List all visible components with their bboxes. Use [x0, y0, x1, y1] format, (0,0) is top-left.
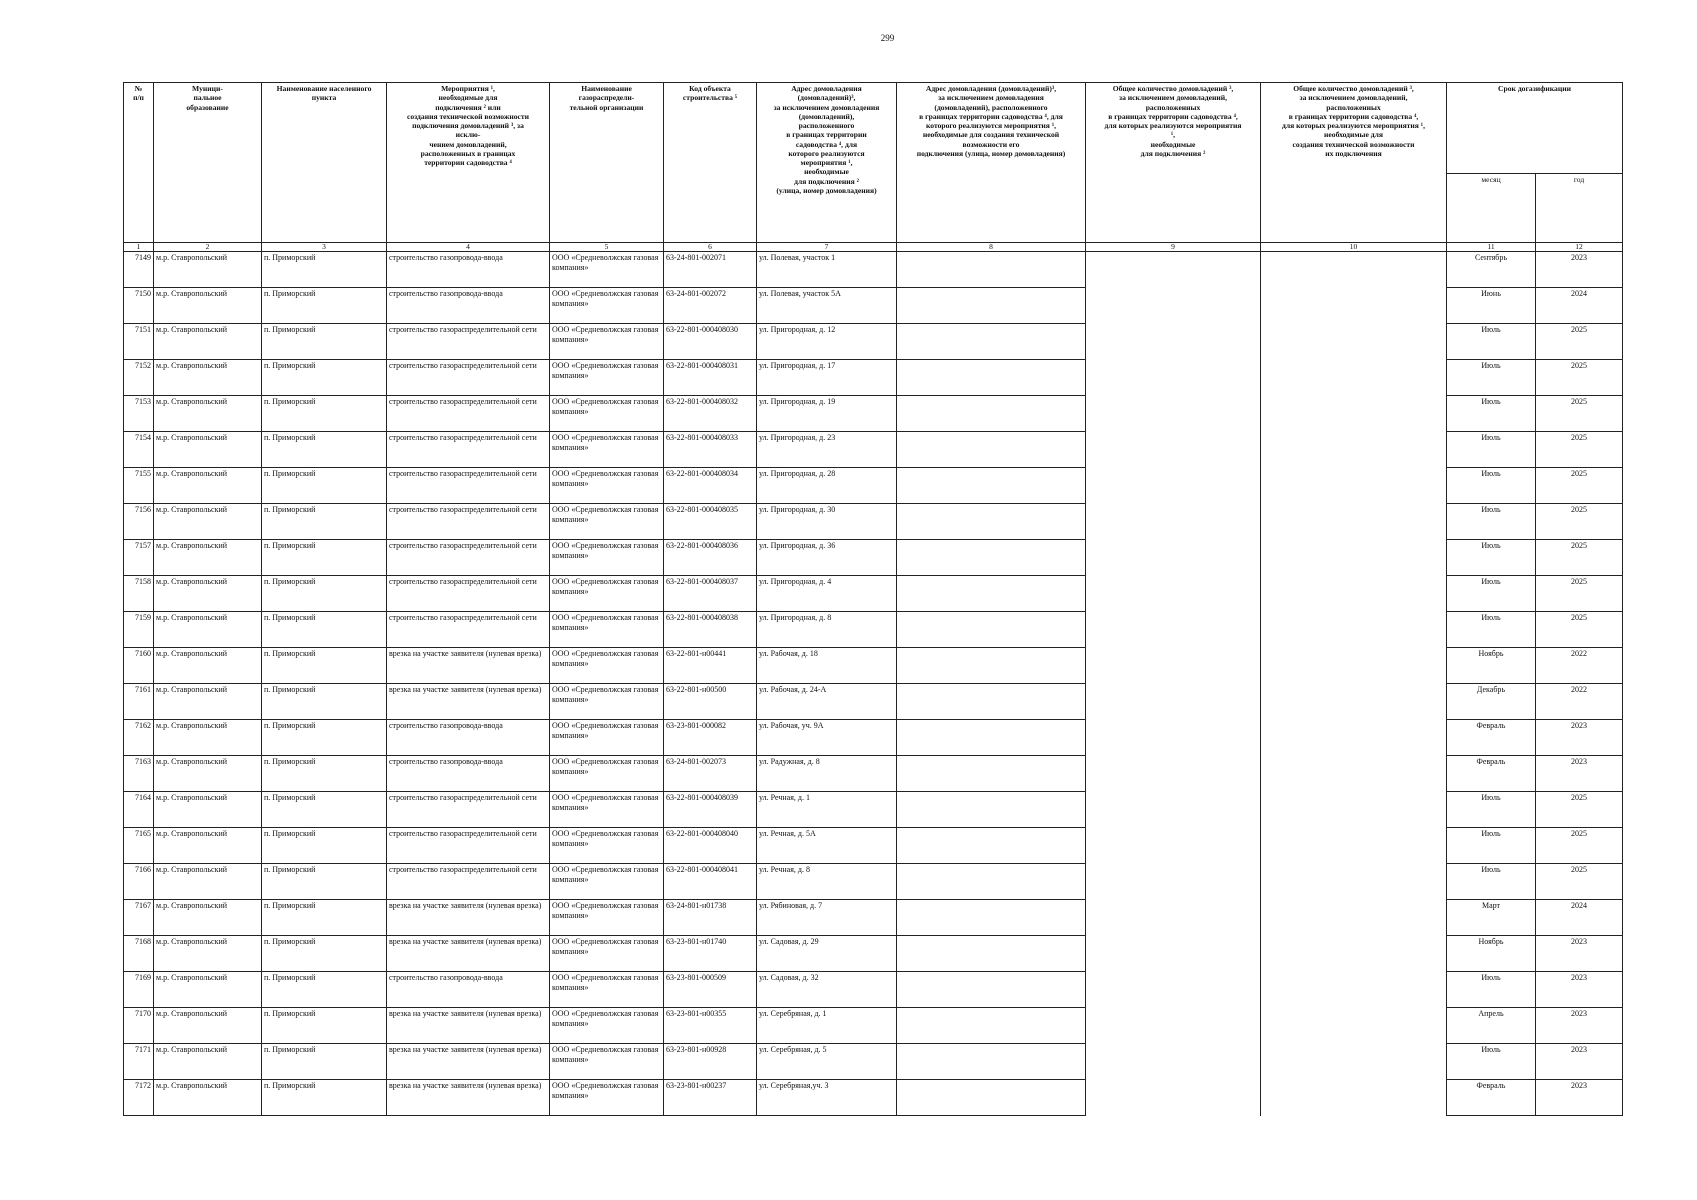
- row-address: ул. Серебряная, д. 5: [757, 1044, 897, 1080]
- row-month: Июль: [1447, 576, 1536, 612]
- row-settlement: п. Приморский: [262, 612, 387, 648]
- row-year: 2025: [1536, 324, 1623, 360]
- column-number: 1: [124, 243, 154, 252]
- row-technical-address: [897, 360, 1086, 396]
- row-municipality: м.р. Ставропольский: [154, 612, 262, 648]
- row-number: 7149: [124, 252, 154, 288]
- column-number: 9: [1086, 243, 1261, 252]
- row-object-code: 63-23-801-н01740: [664, 936, 757, 972]
- row-municipality: м.р. Ставропольский: [154, 828, 262, 864]
- row-organization: ООО «Средневолжская газовая компания»: [550, 612, 664, 648]
- row-settlement: п. Приморский: [262, 972, 387, 1008]
- row-object-code: 63-22-801-000408040: [664, 828, 757, 864]
- row-organization: ООО «Средневолжская газовая компания»: [550, 648, 664, 684]
- row-event: врезка на участке заявителя (нулевая врезка): [387, 684, 550, 720]
- row-month: Сентябрь: [1447, 252, 1536, 288]
- row-organization: ООО «Средневолжская газовая компания»: [550, 900, 664, 936]
- header-row: [124, 83, 1623, 174]
- row-count-technical: [1261, 252, 1447, 1116]
- row-year: 2025: [1536, 504, 1623, 540]
- row-settlement: п. Приморский: [262, 540, 387, 576]
- row-municipality: м.р. Ставропольский: [154, 864, 262, 900]
- row-municipality: м.р. Ставропольский: [154, 360, 262, 396]
- row-object-code: 63-22-801-000408031: [664, 360, 757, 396]
- row-technical-address: [897, 612, 1086, 648]
- row-object-code: 63-22-801-000408034: [664, 468, 757, 504]
- header-object-code: Код объекта строительства ⁵: [664, 83, 757, 243]
- row-settlement: п. Приморский: [262, 1044, 387, 1080]
- row-number: 7171: [124, 1044, 154, 1080]
- row-number: 7168: [124, 936, 154, 972]
- row-month: Июль: [1447, 504, 1536, 540]
- row-number: 7162: [124, 720, 154, 756]
- row-technical-address: [897, 1044, 1086, 1080]
- row-month: Июль: [1447, 432, 1536, 468]
- row-settlement: п. Приморский: [262, 792, 387, 828]
- row-year: 2025: [1536, 576, 1623, 612]
- row-municipality: м.р. Ставропольский: [154, 504, 262, 540]
- row-municipality: м.р. Ставропольский: [154, 252, 262, 288]
- row-address: ул. Полевая, участок 1: [757, 252, 897, 288]
- header-organization: Наименование газораспредели- тельной организации: [550, 83, 664, 243]
- row-object-code: 63-23-801-000509: [664, 972, 757, 1008]
- row-year: 2023: [1536, 1008, 1623, 1044]
- row-settlement: п. Приморский: [262, 468, 387, 504]
- row-organization: ООО «Средневолжская газовая компания»: [550, 720, 664, 756]
- row-municipality: м.р. Ставропольский: [154, 684, 262, 720]
- row-settlement: п. Приморский: [262, 576, 387, 612]
- row-number: 7170: [124, 1008, 154, 1044]
- row-month: Декабрь: [1447, 684, 1536, 720]
- row-number: 7157: [124, 540, 154, 576]
- column-number: 4: [387, 243, 550, 252]
- row-address: ул. Пригородная, д. 12: [757, 324, 897, 360]
- row-number: 7150: [124, 288, 154, 324]
- row-number: 7159: [124, 612, 154, 648]
- row-address: ул. Садовая, д. 29: [757, 936, 897, 972]
- row-year: 2025: [1536, 432, 1623, 468]
- row-month: Июль: [1447, 972, 1536, 1008]
- row-year: 2024: [1536, 288, 1623, 324]
- row-municipality: м.р. Ставропольский: [154, 540, 262, 576]
- row-event: строительство газораспределительной сети: [387, 396, 550, 432]
- row-event: строительство газораспределительной сети: [387, 324, 550, 360]
- header-events: Мероприятия ¹, необходимые для подключения ² или создания технической возможности подключения домовладений ³, за исклю- чением домовладений, расположенных в границах территории садоводства ⁴: [387, 83, 550, 243]
- row-month: Март: [1447, 900, 1536, 936]
- row-address: ул. Садовая, д. 32: [757, 972, 897, 1008]
- row-settlement: п. Приморский: [262, 360, 387, 396]
- header-address-connection: Адрес домовладения (домовладений)³, за исключением домовладения (домовладений), расположенного в границах территории садоводства ⁴, для которого реализуются мероприятия ¹, необходимые для подключения ² (улица, номер домовладения): [757, 83, 897, 243]
- row-municipality: м.р. Ставропольский: [154, 324, 262, 360]
- gasification-table: [123, 82, 1623, 1116]
- row-technical-address: [897, 252, 1086, 288]
- row-object-code: 63-22-801-н00441: [664, 648, 757, 684]
- table-body: [124, 252, 1623, 1116]
- row-technical-address: [897, 288, 1086, 324]
- row-organization: ООО «Средневолжская газовая компания»: [550, 864, 664, 900]
- column-number: 5: [550, 243, 664, 252]
- row-address: ул. Серебряная, д. 1: [757, 1008, 897, 1044]
- row-number: 7158: [124, 576, 154, 612]
- row-address: ул. Пригородная, д. 23: [757, 432, 897, 468]
- row-year: 2023: [1536, 936, 1623, 972]
- page-number: 299: [880, 33, 895, 43]
- table-row: [124, 252, 1623, 288]
- row-event: строительство газораспределительной сети: [387, 864, 550, 900]
- row-settlement: п. Приморский: [262, 720, 387, 756]
- row-object-code: 63-22-801-000408032: [664, 396, 757, 432]
- row-year: 2023: [1536, 1044, 1623, 1080]
- row-month: Ноябрь: [1447, 648, 1536, 684]
- row-technical-address: [897, 1008, 1086, 1044]
- row-object-code: 63-23-801-н00237: [664, 1080, 757, 1116]
- row-event: строительство газораспределительной сети: [387, 504, 550, 540]
- row-object-code: 63-22-801-000408030: [664, 324, 757, 360]
- row-settlement: п. Приморский: [262, 504, 387, 540]
- row-year: 2022: [1536, 648, 1623, 684]
- row-address: ул. Пригородная, д. 8: [757, 612, 897, 648]
- row-technical-address: [897, 324, 1086, 360]
- row-event: строительство газораспределительной сети: [387, 576, 550, 612]
- row-municipality: м.р. Ставропольский: [154, 900, 262, 936]
- column-number-row: [124, 243, 1623, 252]
- row-month: Июль: [1447, 1044, 1536, 1080]
- row-number: 7156: [124, 504, 154, 540]
- row-organization: ООО «Средневолжская газовая компания»: [550, 1008, 664, 1044]
- header-municipality: Муници- пальное образование: [154, 83, 262, 243]
- row-organization: ООО «Средневолжская газовая компания»: [550, 468, 664, 504]
- row-number: 7151: [124, 324, 154, 360]
- column-number: 10: [1261, 243, 1447, 252]
- row-organization: ООО «Средневолжская газовая компания»: [550, 360, 664, 396]
- row-settlement: п. Приморский: [262, 288, 387, 324]
- row-technical-address: [897, 864, 1086, 900]
- row-year: 2025: [1536, 792, 1623, 828]
- row-object-code: 63-24-801-002072: [664, 288, 757, 324]
- row-technical-address: [897, 540, 1086, 576]
- row-year: 2023: [1536, 972, 1623, 1008]
- row-event: строительство газораспределительной сети: [387, 468, 550, 504]
- row-object-code: 63-24-801-002071: [664, 252, 757, 288]
- row-technical-address: [897, 468, 1086, 504]
- row-object-code: 63-22-801-000408038: [664, 612, 757, 648]
- row-municipality: м.р. Ставропольский: [154, 792, 262, 828]
- row-event: врезка на участке заявителя (нулевая врезка): [387, 1044, 550, 1080]
- row-event: строительство газораспределительной сети: [387, 612, 550, 648]
- row-settlement: п. Приморский: [262, 900, 387, 936]
- row-month: Июль: [1447, 396, 1536, 432]
- row-object-code: 63-23-801-н00928: [664, 1044, 757, 1080]
- row-address: ул. Радужная, д. 8: [757, 756, 897, 792]
- row-technical-address: [897, 396, 1086, 432]
- row-municipality: м.р. Ставропольский: [154, 396, 262, 432]
- row-technical-address: [897, 1080, 1086, 1116]
- row-settlement: п. Приморский: [262, 756, 387, 792]
- header-count-technical: Общее количество домовладений ³, за исключением домовладений, расположенных в границах территории садоводства ⁴, для которых реализуются мероприятия ¹, необходимые для создания технической возможности их подключения: [1261, 83, 1447, 243]
- row-settlement: п. Приморский: [262, 396, 387, 432]
- row-number: 7165: [124, 828, 154, 864]
- row-year: 2023: [1536, 252, 1623, 288]
- row-event: строительство газопровода-ввода: [387, 252, 550, 288]
- row-year: 2023: [1536, 756, 1623, 792]
- row-month: Июль: [1447, 612, 1536, 648]
- row-municipality: м.р. Ставропольский: [154, 288, 262, 324]
- row-address: ул. Пригородная, д. 30: [757, 504, 897, 540]
- row-event: строительство газопровода-ввода: [387, 756, 550, 792]
- row-event: врезка на участке заявителя (нулевая врезка): [387, 936, 550, 972]
- row-address: ул. Пригородная, д. 19: [757, 396, 897, 432]
- row-municipality: м.р. Ставропольский: [154, 468, 262, 504]
- row-organization: ООО «Средневолжская газовая компания»: [550, 1080, 664, 1116]
- row-settlement: п. Приморский: [262, 828, 387, 864]
- row-address: ул. Пригородная, д. 36: [757, 540, 897, 576]
- row-technical-address: [897, 792, 1086, 828]
- row-number: 7166: [124, 864, 154, 900]
- row-year: 2025: [1536, 360, 1623, 396]
- row-settlement: п. Приморский: [262, 432, 387, 468]
- row-organization: ООО «Средневолжская газовая компания»: [550, 432, 664, 468]
- header-number: № п/п: [124, 83, 154, 243]
- header-year: год: [1536, 174, 1623, 243]
- row-organization: ООО «Средневолжская газовая компания»: [550, 792, 664, 828]
- row-address: ул. Речная, д. 5А: [757, 828, 897, 864]
- column-number: 2: [154, 243, 262, 252]
- row-settlement: п. Приморский: [262, 1080, 387, 1116]
- row-month: Февраль: [1447, 720, 1536, 756]
- row-month: Февраль: [1447, 756, 1536, 792]
- row-settlement: п. Приморский: [262, 936, 387, 972]
- column-number: 11: [1447, 243, 1536, 252]
- row-month: Ноябрь: [1447, 936, 1536, 972]
- row-address: ул. Речная, д. 8: [757, 864, 897, 900]
- row-number: 7169: [124, 972, 154, 1008]
- row-event: строительство газораспределительной сети: [387, 828, 550, 864]
- header-month: месяц: [1447, 174, 1536, 243]
- row-technical-address: [897, 720, 1086, 756]
- row-object-code: 63-22-801-000408036: [664, 540, 757, 576]
- row-event: строительство газораспределительной сети: [387, 792, 550, 828]
- row-technical-address: [897, 756, 1086, 792]
- row-address: ул. Пригородная, д. 4: [757, 576, 897, 612]
- row-organization: ООО «Средневолжская газовая компания»: [550, 288, 664, 324]
- row-municipality: м.р. Ставропольский: [154, 1044, 262, 1080]
- row-number: 7152: [124, 360, 154, 396]
- row-year: 2024: [1536, 900, 1623, 936]
- column-number: 12: [1536, 243, 1623, 252]
- row-settlement: п. Приморский: [262, 864, 387, 900]
- row-object-code: 63-22-801-н00500: [664, 684, 757, 720]
- row-settlement: п. Приморский: [262, 1008, 387, 1044]
- row-year: 2025: [1536, 612, 1623, 648]
- row-event: строительство газопровода-ввода: [387, 720, 550, 756]
- row-month: Июнь: [1447, 288, 1536, 324]
- row-month: Февраль: [1447, 1080, 1536, 1116]
- row-settlement: п. Приморский: [262, 324, 387, 360]
- row-settlement: п. Приморский: [262, 684, 387, 720]
- row-municipality: м.р. Ставропольский: [154, 1008, 262, 1044]
- column-number: 7: [757, 243, 897, 252]
- row-municipality: м.р. Ставропольский: [154, 648, 262, 684]
- row-count-connection: [1086, 252, 1261, 1116]
- row-organization: ООО «Средневолжская газовая компания»: [550, 252, 664, 288]
- row-address: ул. Рабочая, д. 18: [757, 648, 897, 684]
- row-organization: ООО «Средневолжская газовая компания»: [550, 396, 664, 432]
- row-year: 2025: [1536, 540, 1623, 576]
- row-month: Июль: [1447, 360, 1536, 396]
- row-year: 2023: [1536, 1080, 1623, 1116]
- row-technical-address: [897, 900, 1086, 936]
- row-object-code: 63-23-801-000082: [664, 720, 757, 756]
- row-address: ул. Рабочая, уч. 9А: [757, 720, 897, 756]
- row-object-code: 63-22-801-000408041: [664, 864, 757, 900]
- row-number: 7163: [124, 756, 154, 792]
- row-organization: ООО «Средневолжская газовая компания»: [550, 972, 664, 1008]
- row-object-code: 63-22-801-000408039: [664, 792, 757, 828]
- header-count-connection: Общее количество домовладений ³, за исключением домовладений, расположенных в границах территории садоводства ⁴, для которых реализуются мероприятия ¹, необходимые для подключения ²: [1086, 83, 1261, 243]
- row-year: 2025: [1536, 828, 1623, 864]
- column-number: 3: [262, 243, 387, 252]
- row-organization: ООО «Средневолжская газовая компания»: [550, 936, 664, 972]
- row-month: Июль: [1447, 864, 1536, 900]
- row-address: ул. Полевая, участок 5А: [757, 288, 897, 324]
- row-year: 2025: [1536, 468, 1623, 504]
- row-object-code: 63-22-801-000408033: [664, 432, 757, 468]
- row-object-code: 63-24-801-002073: [664, 756, 757, 792]
- row-organization: ООО «Средневолжская газовая компания»: [550, 1044, 664, 1080]
- row-address: ул. Пригородная, д. 17: [757, 360, 897, 396]
- row-municipality: м.р. Ставропольский: [154, 576, 262, 612]
- row-event: врезка на участке заявителя (нулевая врезка): [387, 1080, 550, 1116]
- row-organization: ООО «Средневолжская газовая компания»: [550, 324, 664, 360]
- row-object-code: 63-24-801-н01738: [664, 900, 757, 936]
- row-address: ул. Рябиновая, д. 7: [757, 900, 897, 936]
- row-object-code: 63-22-801-000408037: [664, 576, 757, 612]
- row-event: строительство газораспределительной сети: [387, 360, 550, 396]
- row-technical-address: [897, 828, 1086, 864]
- header-settlement: Наименование населенного пункта: [262, 83, 387, 243]
- row-year: 2022: [1536, 684, 1623, 720]
- row-number: 7153: [124, 396, 154, 432]
- row-settlement: п. Приморский: [262, 648, 387, 684]
- row-month: Апрель: [1447, 1008, 1536, 1044]
- row-object-code: 63-23-801-н00355: [664, 1008, 757, 1044]
- row-address: ул. Пригородная, д. 28: [757, 468, 897, 504]
- row-month: Июль: [1447, 828, 1536, 864]
- column-number: 8: [897, 243, 1086, 252]
- row-technical-address: [897, 972, 1086, 1008]
- row-number: 7155: [124, 468, 154, 504]
- header-gasification-term: Срок догазификации: [1447, 83, 1623, 174]
- row-number: 7161: [124, 684, 154, 720]
- row-municipality: м.р. Ставропольский: [154, 720, 262, 756]
- row-organization: ООО «Средневолжская газовая компания»: [550, 756, 664, 792]
- row-technical-address: [897, 432, 1086, 468]
- row-organization: ООО «Средневолжская газовая компания»: [550, 540, 664, 576]
- row-technical-address: [897, 576, 1086, 612]
- row-object-code: 63-22-801-000408035: [664, 504, 757, 540]
- row-technical-address: [897, 648, 1086, 684]
- row-address: ул. Рабочая, д. 24-А: [757, 684, 897, 720]
- row-technical-address: [897, 504, 1086, 540]
- row-month: Июль: [1447, 540, 1536, 576]
- row-organization: ООО «Средневолжская газовая компания»: [550, 684, 664, 720]
- row-municipality: м.р. Ставропольский: [154, 936, 262, 972]
- row-organization: ООО «Средневолжская газовая компания»: [550, 504, 664, 540]
- row-number: 7164: [124, 792, 154, 828]
- row-number: 7172: [124, 1080, 154, 1116]
- row-address: ул. Серебряная,уч. 3: [757, 1080, 897, 1116]
- row-event: строительство газораспределительной сети: [387, 432, 550, 468]
- row-municipality: м.р. Ставропольский: [154, 432, 262, 468]
- row-technical-address: [897, 936, 1086, 972]
- row-month: Июль: [1447, 324, 1536, 360]
- row-event: строительство газораспределительной сети: [387, 540, 550, 576]
- row-month: Июль: [1447, 468, 1536, 504]
- row-month: Июль: [1447, 792, 1536, 828]
- row-year: 2023: [1536, 720, 1623, 756]
- row-municipality: м.р. Ставропольский: [154, 972, 262, 1008]
- row-organization: ООО «Средневолжская газовая компания»: [550, 828, 664, 864]
- row-technical-address: [897, 684, 1086, 720]
- row-address: ул. Речная, д. 1: [757, 792, 897, 828]
- row-event: врезка на участке заявителя (нулевая врезка): [387, 900, 550, 936]
- row-year: 2025: [1536, 864, 1623, 900]
- row-year: 2025: [1536, 396, 1623, 432]
- row-number: 7154: [124, 432, 154, 468]
- row-settlement: п. Приморский: [262, 252, 387, 288]
- row-municipality: м.р. Ставропольский: [154, 1080, 262, 1116]
- row-event: строительство газопровода-ввода: [387, 288, 550, 324]
- header-address-technical: Адрес домовладения (домовладений)³, за исключением домовладения (домовладений), расположенного в границах территории садоводства ⁴, для которого реализуются мероприятия ¹, необходимые для создания технической возможности его подключения (улица, номер домовладения): [897, 83, 1086, 243]
- column-number: 6: [664, 243, 757, 252]
- row-event: врезка на участке заявителя (нулевая врезка): [387, 648, 550, 684]
- row-municipality: м.р. Ставропольский: [154, 756, 262, 792]
- row-organization: ООО «Средневолжская газовая компания»: [550, 576, 664, 612]
- row-event: строительство газопровода-ввода: [387, 972, 550, 1008]
- row-number: 7167: [124, 900, 154, 936]
- row-number: 7160: [124, 648, 154, 684]
- row-event: врезка на участке заявителя (нулевая врезка): [387, 1008, 550, 1044]
